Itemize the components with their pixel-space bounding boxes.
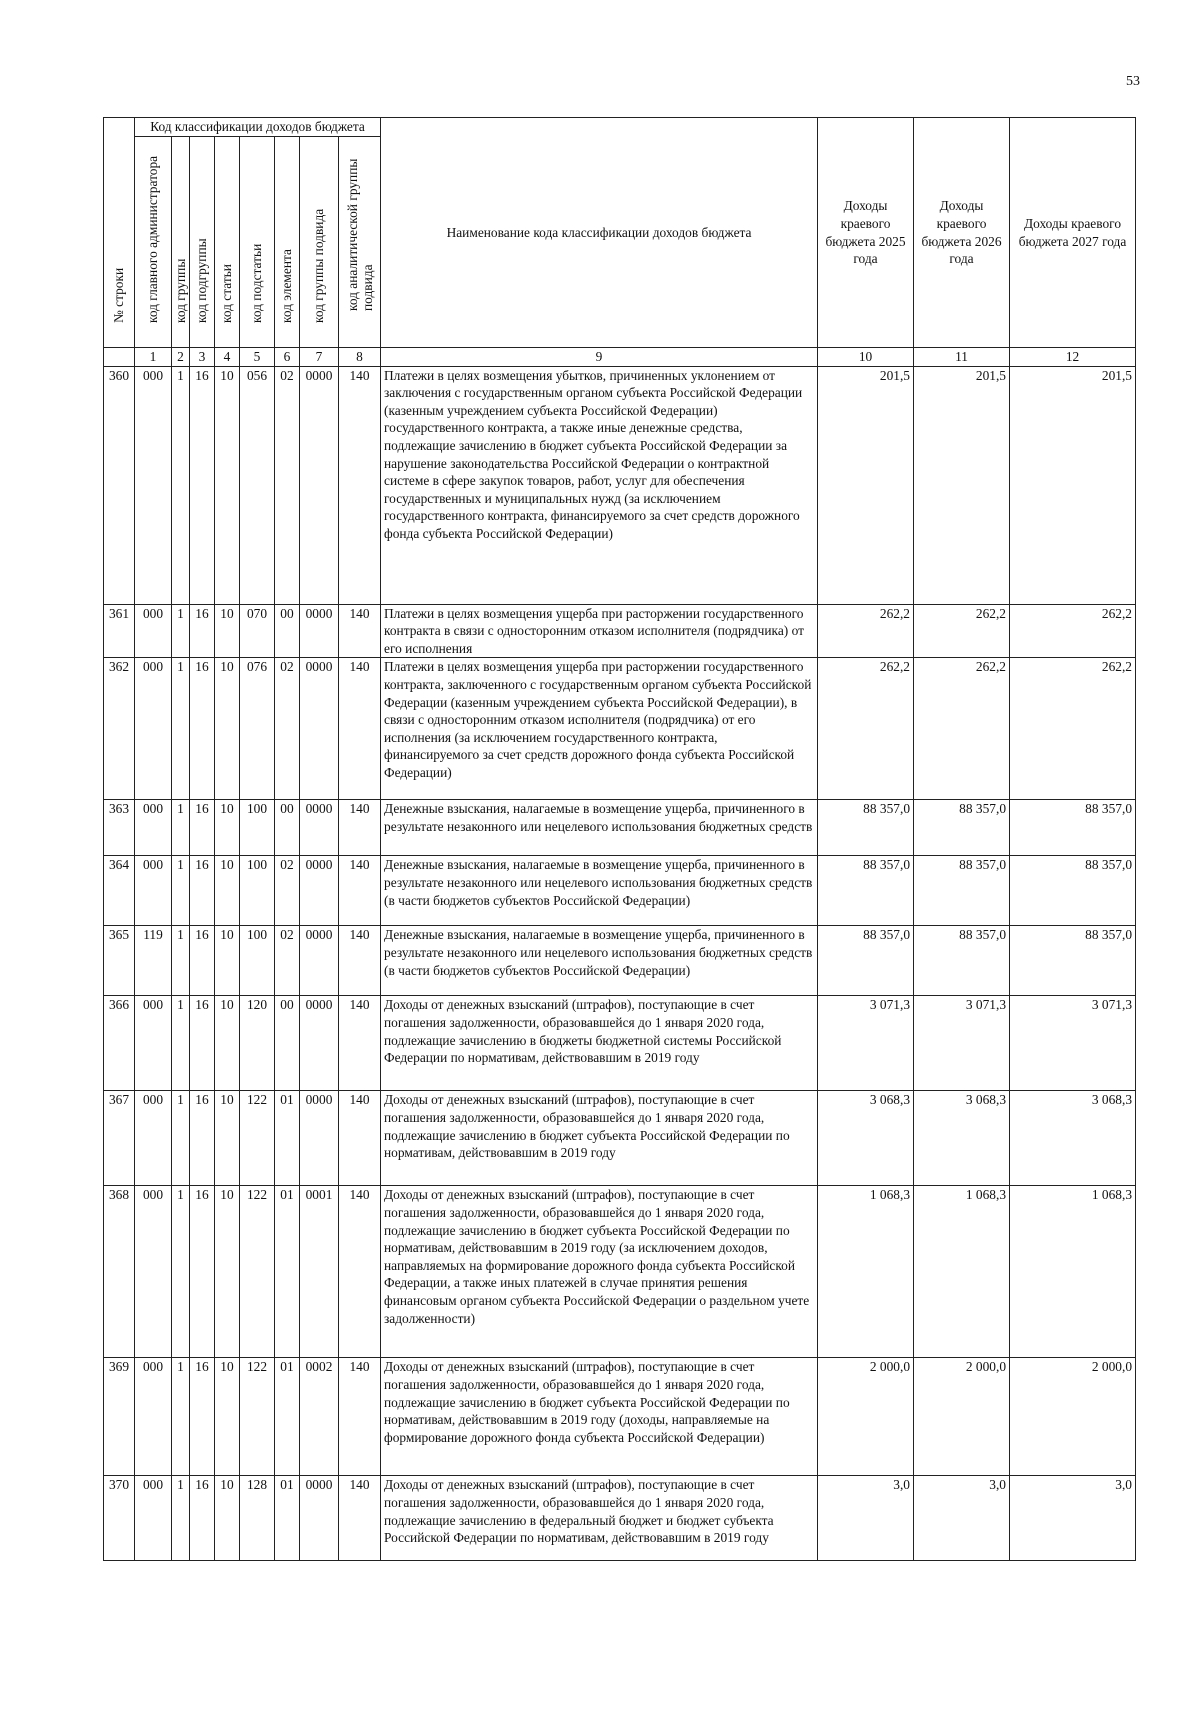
header-name: Наименование кода классификации доходов бюджета	[381, 118, 818, 348]
subtype-group-code: 0000	[300, 604, 339, 658]
subgroup-code: 16	[190, 1091, 215, 1186]
element-code: 02	[275, 856, 300, 926]
table-row	[104, 926, 1136, 996]
admin-code: 000	[135, 1358, 172, 1476]
amount-2025: 262,2	[818, 658, 914, 800]
subtype-group-code: 0000	[300, 366, 339, 604]
element-code: 00	[275, 996, 300, 1091]
amount-2026: 262,2	[914, 658, 1010, 800]
analytic-group-code: 140	[339, 1186, 381, 1358]
subarticle-code: 122	[240, 1091, 275, 1186]
subtype-group-code: 0000	[300, 996, 339, 1091]
amount-2026: 2 000,0	[914, 1358, 1010, 1476]
analytic-group-code: 140	[339, 604, 381, 658]
header-2027: Доходы краевого бюджета 2027 года	[1010, 118, 1136, 348]
admin-code: 119	[135, 926, 172, 996]
amount-2027: 88 357,0	[1010, 926, 1136, 996]
article-code: 10	[215, 856, 240, 926]
amount-2025: 3 068,3	[818, 1091, 914, 1186]
analytic-group-code: 140	[339, 366, 381, 604]
analytic-group-code: 140	[339, 1476, 381, 1561]
header-2025: Доходы краевого бюджета 2025 года	[818, 118, 914, 348]
group-code: 1	[172, 658, 190, 800]
amount-2027: 3 071,3	[1010, 996, 1136, 1091]
subtype-group-code: 0002	[300, 1358, 339, 1476]
amount-2025: 201,5	[818, 366, 914, 604]
table-row	[104, 1476, 1136, 1561]
column-number: 6	[275, 348, 300, 367]
amount-2026: 3 071,3	[914, 996, 1010, 1091]
revenue-name: Денежные взыскания, налагаемые в возмещение ущерба, причиненного в результате незаконного или нецелевого использования бюджетных средств (в части бюджетов субъектов Российской Федерации)	[381, 926, 818, 996]
row-number: 369	[104, 1358, 135, 1476]
amount-2027: 88 357,0	[1010, 856, 1136, 926]
amount-2025: 3 071,3	[818, 996, 914, 1091]
revenue-name: Доходы от денежных взысканий (штрафов), поступающие в счет погашения задолженности, образовавшейся до 1 января 2020 года, подлежащие зачислению в бюджеты бюджетной системы Российской Федерации по нормативам, действовавшим в 2019 году	[381, 996, 818, 1091]
subgroup-code: 16	[190, 800, 215, 856]
subarticle-code: 122	[240, 1186, 275, 1358]
amount-2026: 88 357,0	[914, 800, 1010, 856]
group-code: 1	[172, 1091, 190, 1186]
column-number: 12	[1010, 348, 1136, 367]
amount-2026: 262,2	[914, 604, 1010, 658]
subtype-group-code: 0000	[300, 1476, 339, 1561]
amount-2027: 88 357,0	[1010, 800, 1136, 856]
amount-2025: 88 357,0	[818, 926, 914, 996]
amount-2026: 88 357,0	[914, 856, 1010, 926]
subgroup-code: 16	[190, 658, 215, 800]
header-admin-code: код главного администратора	[135, 137, 172, 348]
column-number: 11	[914, 348, 1010, 367]
header-classification-code: Код классификации доходов бюджета	[135, 118, 381, 137]
row-number: 368	[104, 1186, 135, 1358]
amount-2025: 1 068,3	[818, 1186, 914, 1358]
amount-2027: 2 000,0	[1010, 1358, 1136, 1476]
article-code: 10	[215, 1476, 240, 1561]
table-row	[104, 800, 1136, 856]
amount-2027: 262,2	[1010, 604, 1136, 658]
article-code: 10	[215, 1358, 240, 1476]
subtype-group-code: 0001	[300, 1186, 339, 1358]
subgroup-code: 16	[190, 1186, 215, 1358]
analytic-group-code: 140	[339, 856, 381, 926]
subarticle-code: 076	[240, 658, 275, 800]
amount-2025: 3,0	[818, 1476, 914, 1561]
subgroup-code: 16	[190, 366, 215, 604]
article-code: 10	[215, 604, 240, 658]
row-number: 364	[104, 856, 135, 926]
amount-2026: 201,5	[914, 366, 1010, 604]
table-row	[104, 366, 1136, 604]
subarticle-code: 128	[240, 1476, 275, 1561]
subarticle-code: 120	[240, 996, 275, 1091]
row-number: 360	[104, 366, 135, 604]
group-code: 1	[172, 800, 190, 856]
element-code: 00	[275, 800, 300, 856]
revenue-name: Денежные взыскания, налагаемые в возмещение ущерба, причиненного в результате незаконного или нецелевого использования бюджетных средств	[381, 800, 818, 856]
amount-2026: 1 068,3	[914, 1186, 1010, 1358]
subarticle-code: 070	[240, 604, 275, 658]
column-number: 3	[190, 348, 215, 367]
column-number: 5	[240, 348, 275, 367]
amount-2025: 2 000,0	[818, 1358, 914, 1476]
analytic-group-code: 140	[339, 926, 381, 996]
amount-2027: 3,0	[1010, 1476, 1136, 1561]
header-subgroup-code: код подгруппы	[190, 137, 215, 348]
amount-2025: 262,2	[818, 604, 914, 658]
header-row-no: № строки	[104, 118, 135, 348]
admin-code: 000	[135, 604, 172, 658]
row-number: 365	[104, 926, 135, 996]
row-number: 367	[104, 1091, 135, 1186]
column-number: 9	[381, 348, 818, 367]
subarticle-code: 056	[240, 366, 275, 604]
column-numbers-row	[104, 348, 1136, 367]
subgroup-code: 16	[190, 996, 215, 1091]
revenue-name: Доходы от денежных взысканий (штрафов), поступающие в счет погашения задолженности, образовавшейся до 1 января 2020 года, подлежащие зачислению в бюджет субъекта Российской Федерации по нормативам, действовавшим в 2019 году (за исключением доходов, направляемых на формирование дорожного фонда субъекта Российской Федерации, а также иных платежей в случае принятия решения финансовым органом субъекта Российской Федерации о раздельном учете задолженности)	[381, 1186, 818, 1358]
element-code: 01	[275, 1476, 300, 1561]
row-number: 366	[104, 996, 135, 1091]
subgroup-code: 16	[190, 1476, 215, 1561]
analytic-group-code: 140	[339, 996, 381, 1091]
group-code: 1	[172, 1186, 190, 1358]
table-row	[104, 1091, 1136, 1186]
analytic-group-code: 140	[339, 1358, 381, 1476]
admin-code: 000	[135, 1476, 172, 1561]
subarticle-code: 122	[240, 1358, 275, 1476]
admin-code: 000	[135, 658, 172, 800]
element-code: 02	[275, 926, 300, 996]
subtype-group-code: 0000	[300, 1091, 339, 1186]
article-code: 10	[215, 1186, 240, 1358]
header-subarticle-code: код подстатьи	[240, 137, 275, 348]
analytic-group-code: 140	[339, 1091, 381, 1186]
element-code: 02	[275, 658, 300, 800]
amount-2027: 201,5	[1010, 366, 1136, 604]
row-number: 361	[104, 604, 135, 658]
revenue-name: Денежные взыскания, налагаемые в возмещение ущерба, причиненного в результате незаконного или нецелевого использования бюджетных средств (в части бюджетов субъектов Российской Федерации)	[381, 856, 818, 926]
amount-2027: 1 068,3	[1010, 1186, 1136, 1358]
subgroup-code: 16	[190, 926, 215, 996]
table-row	[104, 996, 1136, 1091]
row-number: 370	[104, 1476, 135, 1561]
subtype-group-code: 0000	[300, 800, 339, 856]
column-number: 1	[135, 348, 172, 367]
group-code: 1	[172, 1358, 190, 1476]
article-code: 10	[215, 1091, 240, 1186]
admin-code: 000	[135, 996, 172, 1091]
table-row	[104, 1186, 1136, 1358]
column-number: 8	[339, 348, 381, 367]
article-code: 10	[215, 926, 240, 996]
revenue-name: Платежи в целях возмещения ущерба при расторжении государственного контракта в связи с односторонним отказом исполнителя (подрядчика) от его исполнения	[381, 604, 818, 658]
header-element-code: код элемента	[275, 137, 300, 348]
header-subtype-group-code: код группы подвида	[300, 137, 339, 348]
page-number: 53	[1126, 74, 1140, 89]
amount-2027: 3 068,3	[1010, 1091, 1136, 1186]
row-number: 362	[104, 658, 135, 800]
subarticle-code: 100	[240, 800, 275, 856]
element-code: 01	[275, 1358, 300, 1476]
header-2026: Доходы краевого бюджета 2026 года	[914, 118, 1010, 348]
admin-code: 000	[135, 856, 172, 926]
subtype-group-code: 0000	[300, 658, 339, 800]
amount-2026: 3,0	[914, 1476, 1010, 1561]
revenue-name: Платежи в целях возмещения ущерба при расторжении государственного контракта, заключенного с государственным органом субъекта Российской Федерации (казенным учреждением субъекта Российской Федерации), в связи с односторонним отказом исполнителя (подрядчика) от его исполнения (за исключением государственного контракта, финансируемого за счет средств дорожного фонда субъекта Российской Федерации)	[381, 658, 818, 800]
admin-code: 000	[135, 1186, 172, 1358]
article-code: 10	[215, 800, 240, 856]
column-number: 2	[172, 348, 190, 367]
analytic-group-code: 140	[339, 658, 381, 800]
group-code: 1	[172, 856, 190, 926]
article-code: 10	[215, 996, 240, 1091]
revenue-name: Платежи в целях возмещения убытков, причиненных уклонением от заключения с государственным органом субъекта Российской Федерации (казенным учреждением субъекта Российской Федерации) государственного контракта, а также иные денежные средства, подлежащие зачислению в бюджет субъекта Российской Федерации за нарушение законодательства Российской Федерации о контрактной системе в сфере закупок товаров, работ, услуг для обеспечения государственных и муниципальных нужд (за исключением государственного контракта, финансируемого за счет средств дорожного фонда субъекта Российской Федерации)	[381, 366, 818, 604]
element-code: 02	[275, 366, 300, 604]
revenue-name: Доходы от денежных взысканий (штрафов), поступающие в счет погашения задолженности, образовавшейся до 1 января 2020 года, подлежащие зачислению в бюджет субъекта Российской Федерации по нормативам, действовавшим в 2019 году (доходы, направляемые на формирование дорожного фонда субъекта Российской Федерации)	[381, 1358, 818, 1476]
subgroup-code: 16	[190, 604, 215, 658]
subgroup-code: 16	[190, 856, 215, 926]
group-code: 1	[172, 604, 190, 658]
group-code: 1	[172, 996, 190, 1091]
header-analytic-group-code: код аналитической группы подвида	[339, 137, 381, 348]
subarticle-code: 100	[240, 856, 275, 926]
column-number: 7	[300, 348, 339, 367]
article-code: 10	[215, 658, 240, 800]
revenue-name: Доходы от денежных взысканий (штрафов), поступающие в счет погашения задолженности, образовавшейся до 1 января 2020 года, подлежащие зачислению в бюджет субъекта Российской Федерации по нормативам, действовавшим в 2019 году	[381, 1091, 818, 1186]
row-number: 363	[104, 800, 135, 856]
revenue-name: Доходы от денежных взысканий (штрафов), поступающие в счет погашения задолженности, образовавшейся до 1 января 2020 года, подлежащие зачислению в федеральный бюджет и бюджет субъекта Российской Федерации по нормативам, действовавшим в 2019 году	[381, 1476, 818, 1561]
amount-2027: 262,2	[1010, 658, 1136, 800]
article-code: 10	[215, 366, 240, 604]
header-article-code: код статьи	[215, 137, 240, 348]
group-code: 1	[172, 926, 190, 996]
element-code: 00	[275, 604, 300, 658]
admin-code: 000	[135, 1091, 172, 1186]
column-number: 10	[818, 348, 914, 367]
subtype-group-code: 0000	[300, 856, 339, 926]
admin-code: 000	[135, 366, 172, 604]
analytic-group-code: 140	[339, 800, 381, 856]
amount-2025: 88 357,0	[818, 800, 914, 856]
table-row	[104, 856, 1136, 926]
admin-code: 000	[135, 800, 172, 856]
budget-revenue-table	[103, 117, 1136, 1561]
table-row	[104, 658, 1136, 800]
subarticle-code: 100	[240, 926, 275, 996]
group-code: 1	[172, 366, 190, 604]
element-code: 01	[275, 1186, 300, 1358]
amount-2025: 88 357,0	[818, 856, 914, 926]
header-group-code: код группы	[172, 137, 190, 348]
subgroup-code: 16	[190, 1358, 215, 1476]
table-row	[104, 604, 1136, 658]
column-number	[104, 348, 135, 367]
amount-2026: 88 357,0	[914, 926, 1010, 996]
group-code: 1	[172, 1476, 190, 1561]
table-row	[104, 1358, 1136, 1476]
column-number: 4	[215, 348, 240, 367]
amount-2026: 3 068,3	[914, 1091, 1010, 1186]
element-code: 01	[275, 1091, 300, 1186]
subtype-group-code: 0000	[300, 926, 339, 996]
